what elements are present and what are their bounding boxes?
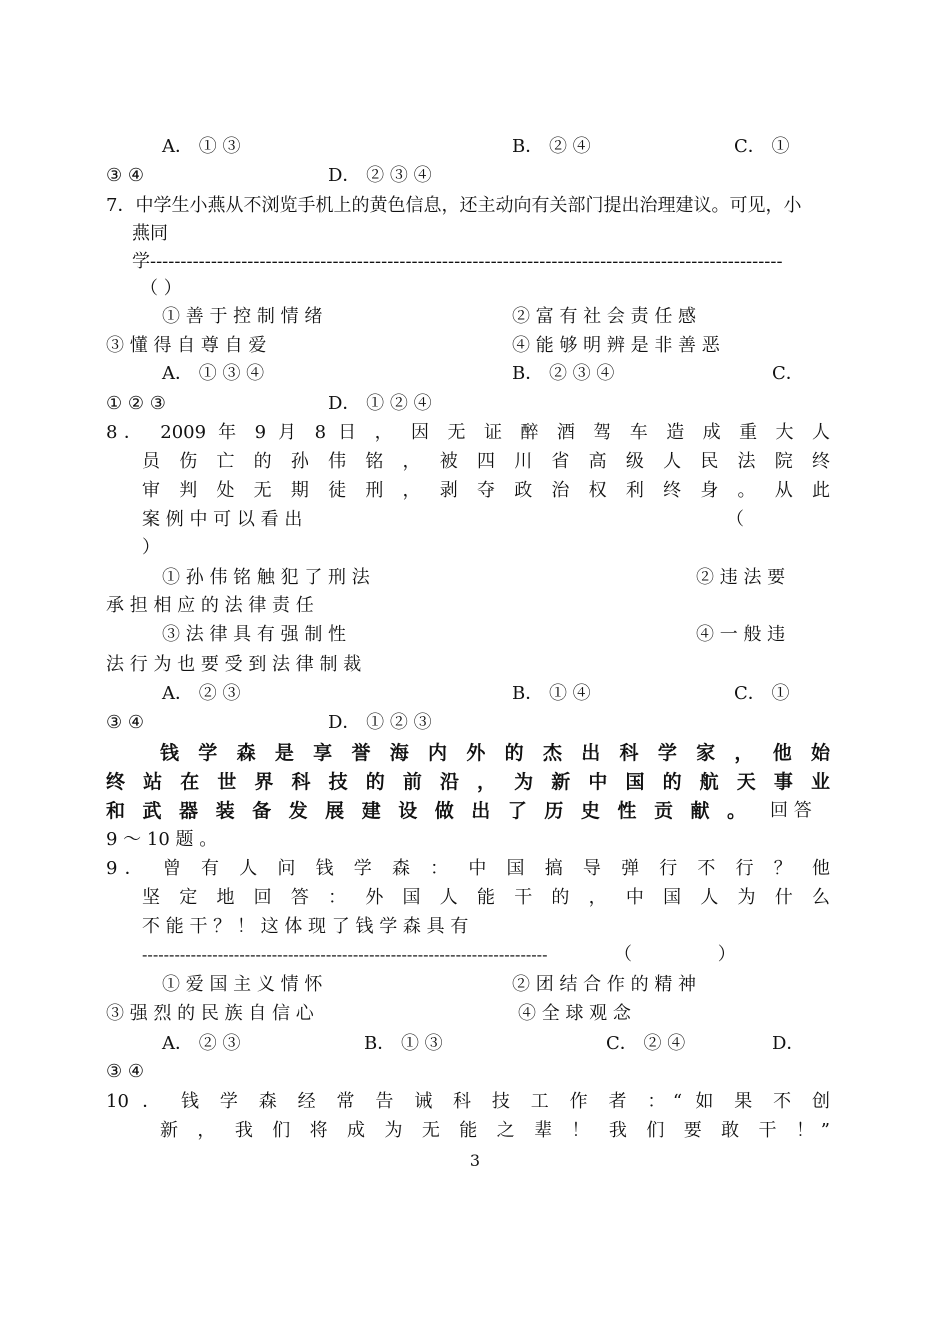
q8-choice-2-tail: 承 担 相 应 的 法 律 责 任	[106, 595, 314, 616]
intro-line-3-tail: 回 答	[770, 800, 812, 821]
q6-option-a: A． ① ③	[162, 136, 241, 157]
q8-answer-paren-open: （	[726, 509, 744, 530]
q8-choice-3: ③ 法 律 具 有 强 制 性	[162, 624, 347, 645]
intro-line-3-bold: 和 武 器 装 备 发 展 建 设 做 出 了 历 史 性 贡 献 。	[106, 800, 746, 822]
q9-stem-line-1: 9． 曾 有 人 问 钱 学 森 ： 中 国 搞 导 弹 行 不 行 ？ 他	[106, 858, 830, 879]
q9-choice-1: ① 爱 国 主 义 情 怀	[162, 974, 323, 995]
q8-stem-line-3: 审 判 处 无 期 徒 刑 ， 剥 夺 政 治 权 利 终 身 。 从 此	[142, 480, 830, 501]
q7-stem-line-3: 学--------------------------------------------------------------------------------------------------------	[132, 251, 783, 272]
q7-choice-4: ④ 能 够 明 辨 是 非 善 恶	[512, 335, 720, 356]
q9-option-b: B． ① ③	[364, 1033, 443, 1054]
q6-option-b: B． ② ④	[512, 136, 591, 157]
q7-choices-row-1	[106, 305, 830, 329]
q8-stem-line-1: 8． 2009 年 9 月 8 日 ， 因 无 证 醉 酒 驾 车 造 成 重 大 人	[106, 422, 830, 443]
q9-stem-line-4	[142, 943, 830, 967]
q7-option-c: C．	[772, 363, 804, 384]
q8-choice-2-start: ② 违 法 要	[696, 567, 786, 588]
q7-choices-row-2	[106, 334, 830, 358]
q6-option-d: D． ② ③ ④	[328, 165, 432, 186]
q7-stem-line-1: 7．中学生小燕从不浏览手机上的黄色信息，还主动向有关部门提出治理建议。可见，小	[106, 195, 802, 216]
q8-stem-text: 案 例 中 可 以 看 出	[142, 509, 303, 530]
intro-line-2: 终 站 在 世 界 科 技 的 前 沿 ， 为 新 中 国 的 航 天 事 业	[106, 771, 830, 793]
q9-choice-4: ④ 全 球 观 念	[518, 1003, 631, 1024]
q8-options-line-2	[106, 711, 830, 735]
q7-choice-1: ① 善 于 控 制 情 绪	[162, 306, 323, 327]
q9-options-line-1	[106, 1032, 830, 1056]
q7-answer-paren: （ ）	[140, 278, 182, 299]
q8-option-a: A． ② ③	[162, 683, 241, 704]
q7-options-line-1	[106, 362, 830, 386]
q9-choices-row-1	[106, 973, 830, 997]
q8-stem-line-4	[142, 508, 830, 532]
q7-option-c-tail: ① ② ③	[106, 393, 166, 414]
q9-option-c: C． ② ④	[606, 1033, 686, 1054]
q9-stem-line-3: 不 能 干 ？ ！ 这 体 现 了 钱 学 森 具 有	[142, 916, 469, 937]
q9-options-line-2: ③ ④	[106, 1061, 144, 1082]
q7-option-b: B． ② ③ ④	[512, 363, 615, 384]
q8-choice-4-tail: 法 行 为 也 要 受 到 法 律 制 裁	[106, 654, 362, 675]
q9-stem-line-2: 坚 定 地 回 答 ： 外 国 人 能 干 的 ， 中 国 人 为 什 么	[142, 887, 830, 908]
q7-option-a: A． ① ③ ④	[162, 363, 265, 384]
q8-option-c-tail: ③ ④	[106, 712, 144, 733]
q8-stem-line-2: 员 伤 亡 的 孙 伟 铭 ， 被 四 川 省 高 级 人 民 法 院 终	[142, 451, 830, 472]
page-number: 3	[469, 1151, 481, 1170]
q7-choice-2: ② 富 有 社 会 责 任 感	[512, 306, 697, 327]
q9-choices-row-2	[106, 1002, 830, 1026]
q9-answer-paren: （ ）	[614, 944, 736, 965]
q8-answer-paren-close: ）	[142, 537, 160, 558]
q8-option-c: C． ①	[734, 683, 790, 704]
q8-choices-row-3	[106, 623, 830, 647]
q8-choice-4-start: ④ 一 般 违	[696, 624, 786, 645]
intro-line-4: 9 ～ 10 题 。	[106, 829, 218, 850]
q8-choices-row-1	[106, 566, 830, 590]
q7-options-line-2	[106, 392, 830, 416]
q10-stem-line-1: 10 ． 钱 学 森 经 常 告 诫 科 技 工 作 者 ：“ 如 果 不 创	[106, 1091, 830, 1112]
q6-options-line-1	[106, 135, 830, 159]
q9-choice-2: ② 团 结 合 作 的 精 神	[512, 974, 697, 995]
q6-option-c: C． ①	[734, 136, 790, 157]
intro-line-3	[106, 799, 830, 823]
q10-stem-line-2: 新 ， 我 们 将 成 为 无 能 之 辈 ！ 我 们 要 敢 干 ！”	[160, 1120, 830, 1141]
q8-options-line-1	[106, 682, 830, 706]
q6-options-line-2	[106, 164, 830, 188]
q9-option-a: A． ② ③	[162, 1033, 241, 1054]
q7-choice-3: ③ 懂 得 自 尊 自 爱	[106, 335, 267, 356]
intro-line-1: 钱 学 森 是 享 誉 海 内 外 的 杰 出 科 学 家 ， 他 始	[160, 742, 830, 764]
q9-dash-leader: ---------------------------------------------------------------------------	[142, 945, 548, 964]
q8-option-b: B． ① ④	[512, 683, 591, 704]
q7-option-d: D． ① ② ④	[328, 393, 432, 414]
q9-option-d: D．	[772, 1033, 805, 1054]
q7-stem-line-2: 燕同	[132, 223, 168, 244]
q8-choice-1: ① 孙 伟 铭 触 犯 了 刑 法	[162, 567, 370, 588]
q8-option-d: D． ① ② ③	[328, 712, 432, 733]
q9-choice-3: ③ 强 烈 的 民 族 自 信 心	[106, 1003, 314, 1024]
q6-option-c-tail: ③ ④	[106, 165, 144, 186]
